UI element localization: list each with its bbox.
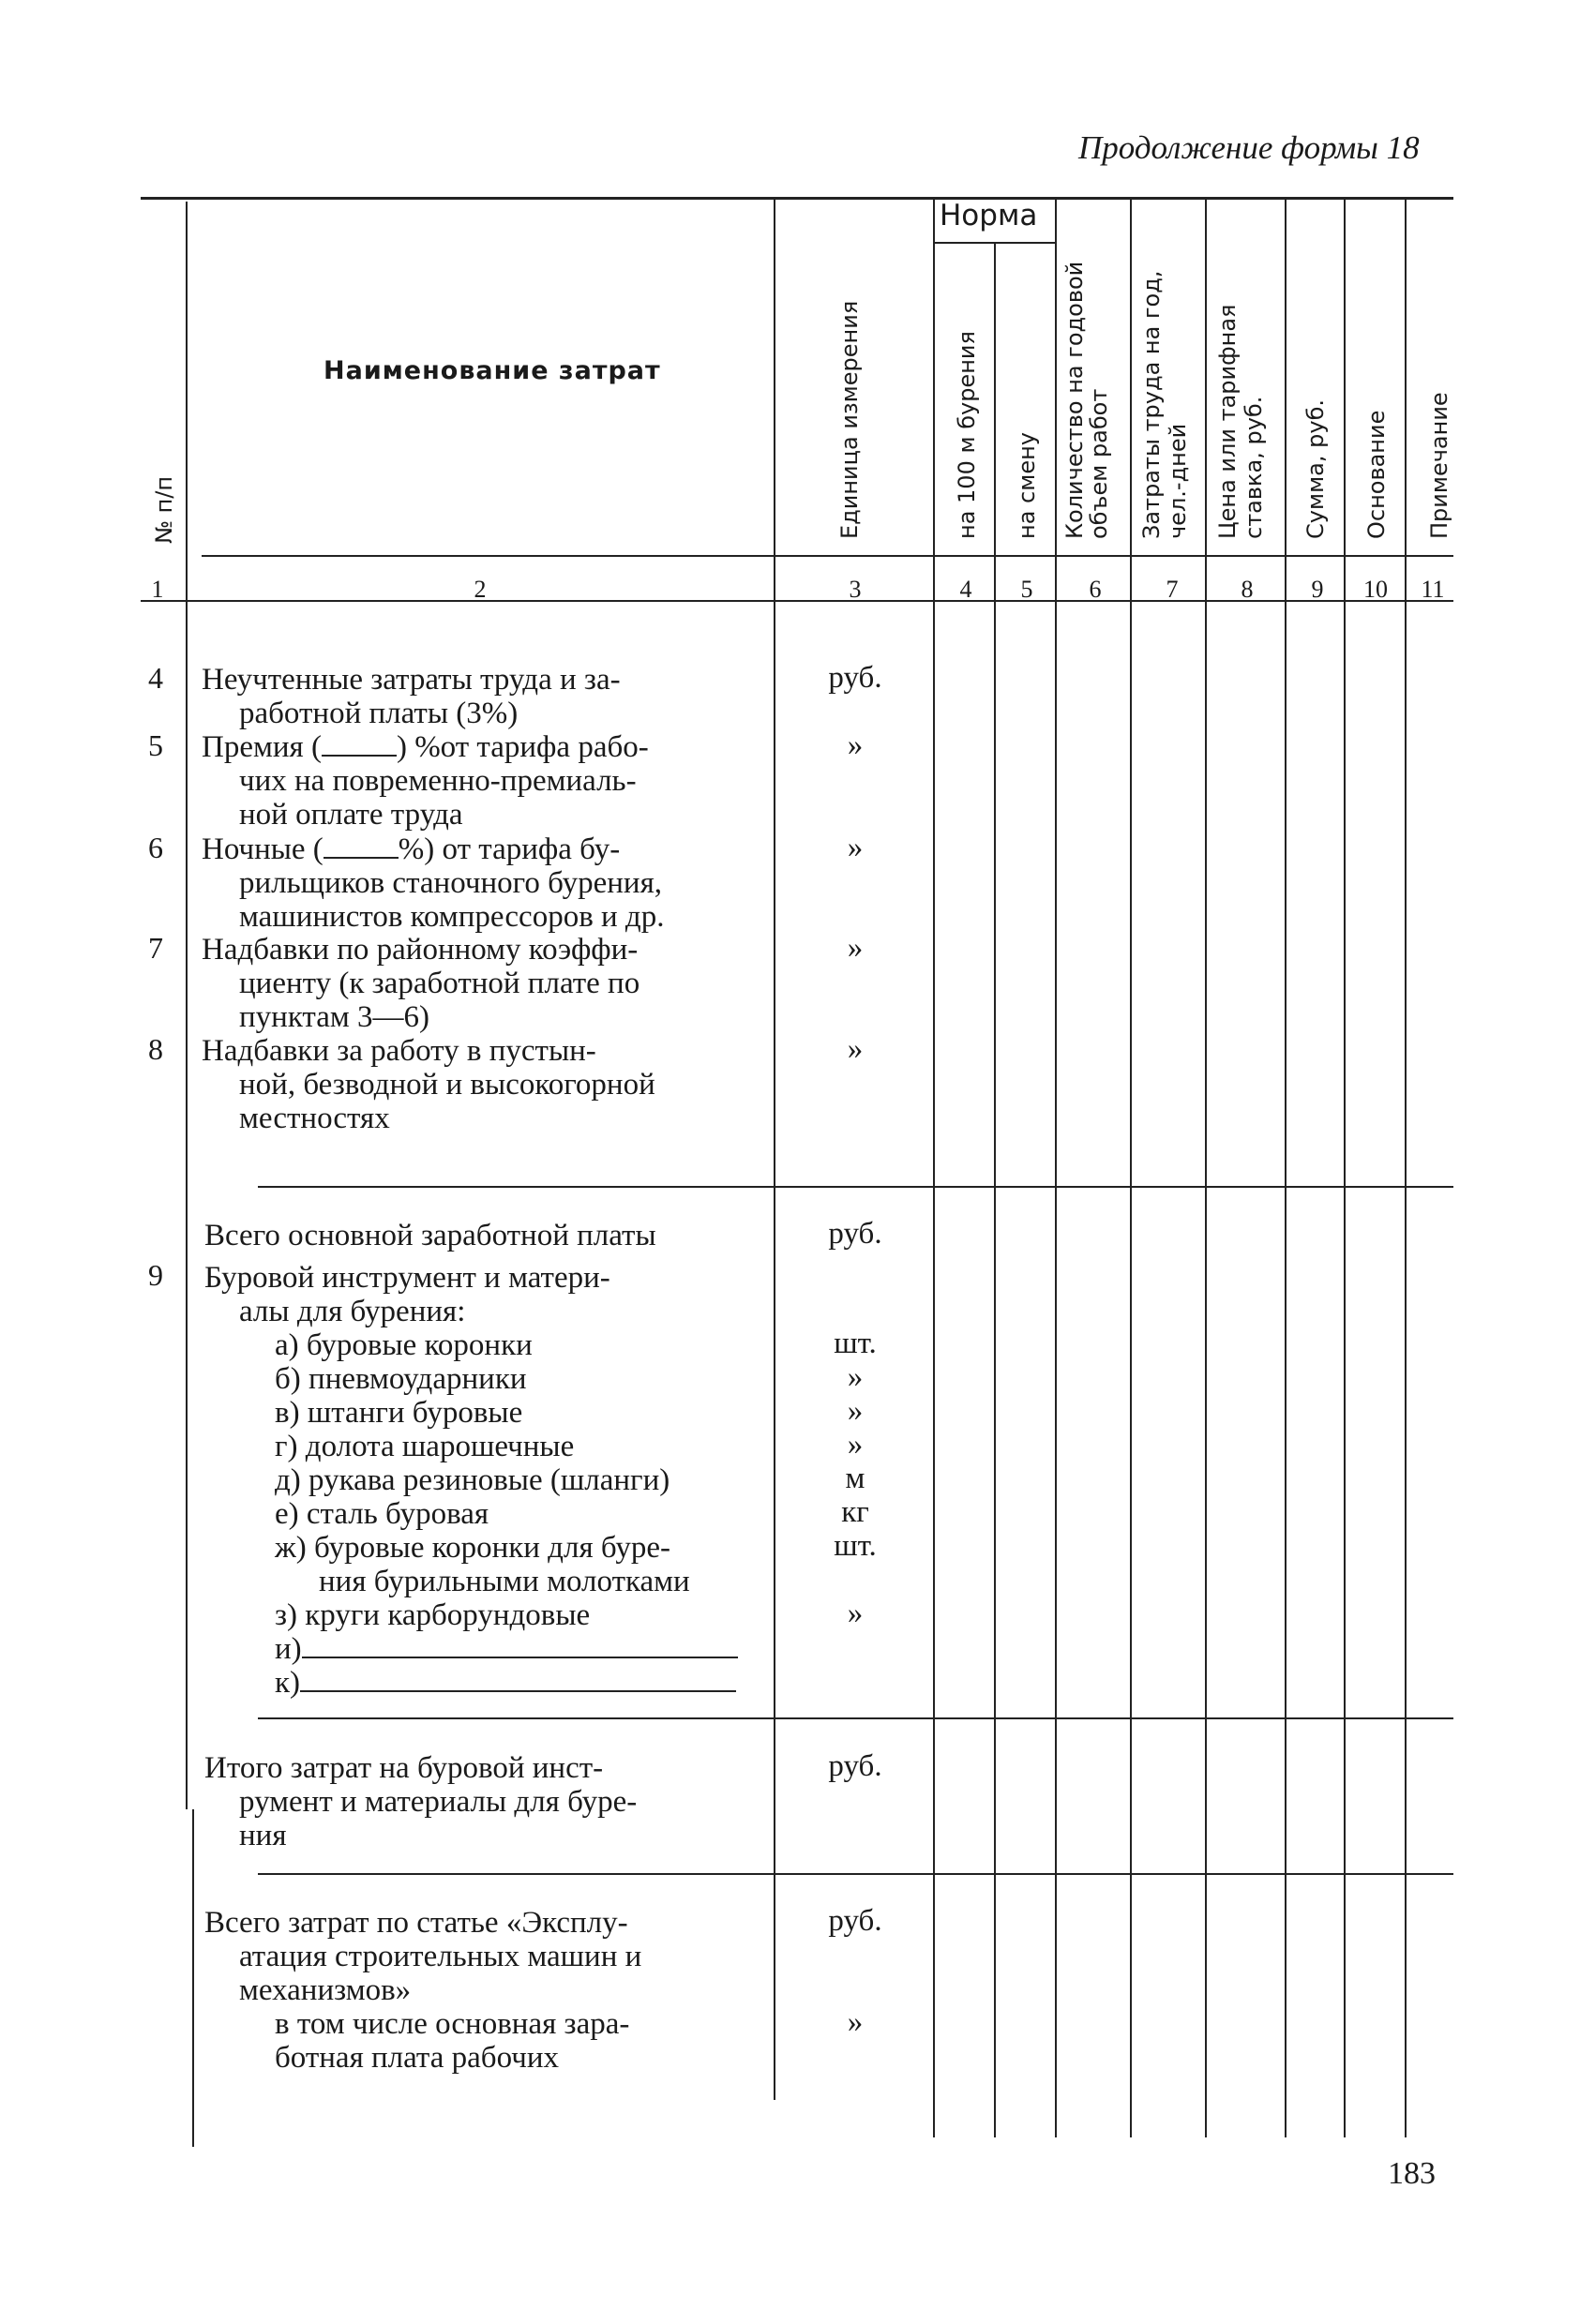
page-number: 183 — [1388, 2156, 1436, 2191]
col-divider-2 — [774, 197, 775, 2100]
colnum-3: 3 — [849, 576, 862, 603]
running-title: Продолжение формы 18 — [1078, 129, 1420, 166]
row-9k-letter: к) — [275, 1666, 301, 1700]
row-9c-label: в) штанги буровые — [275, 1396, 523, 1430]
header-price-line2: ставка, руб. — [1241, 396, 1267, 539]
row-5-number: 5 — [148, 728, 163, 762]
col-divider-1b — [192, 1809, 194, 2147]
total-wage-unit: руб. — [828, 1217, 882, 1251]
row-9a-label: а) буровые коронки — [275, 1328, 533, 1362]
header-per-shift: на смену — [1014, 432, 1040, 539]
row-9e-unit: м — [845, 1462, 865, 1495]
row-9f-unit: кг — [841, 1495, 869, 1529]
row-9g-unit: шт. — [834, 1529, 877, 1563]
row-9i-letter: и) — [275, 1632, 302, 1666]
total-tools-line1: Итого затрат на буровой инст- — [204, 1751, 604, 1785]
row-5-line1b: ) %от тарифа рабо- — [396, 730, 649, 764]
row-9d-label: г) долота шарошечные — [275, 1430, 575, 1463]
row-4-number: 4 — [148, 661, 163, 695]
row-9-number: 9 — [148, 1258, 163, 1292]
header-unit: Единица измерения — [836, 300, 863, 539]
colnum-9: 9 — [1311, 576, 1324, 603]
col-divider-7 — [1205, 197, 1207, 2137]
colnum-2: 2 — [474, 576, 487, 603]
col-divider-1 — [186, 202, 188, 1809]
col-divider-8 — [1285, 197, 1287, 2137]
row-5-line3: ной оплате труда — [239, 798, 463, 832]
row-9b-label: б) пневмоударники — [275, 1362, 527, 1396]
col-divider-6 — [1130, 197, 1132, 2137]
header-basis: Основание — [1363, 410, 1390, 539]
row-6-blank — [324, 857, 399, 859]
header-labor-line2: чел.-дней — [1165, 423, 1191, 539]
total-all-unit: руб. — [828, 1904, 882, 1938]
row-6-line3: машинистов компрессоров и др. — [239, 900, 665, 934]
header-sum: Сумма, руб. — [1302, 398, 1329, 539]
section-divider-1 — [258, 1186, 1453, 1188]
row-9i-blank — [302, 1657, 738, 1658]
row-9i-label — [275, 1632, 738, 1666]
colnum-1: 1 — [151, 576, 164, 603]
row-4-line2: работной платы (3%) — [239, 697, 519, 730]
row-6-line1 — [202, 832, 620, 866]
row-5-line1a: Премия ( — [202, 730, 322, 764]
header-bottom-border — [202, 555, 1453, 557]
row-7-line3: пунктам 3—6) — [239, 1000, 430, 1034]
row-5-line2: чих на повременно-премиаль- — [239, 764, 637, 798]
row-7-line1: Надбавки по районному коэффи- — [202, 933, 639, 967]
colnum-6: 6 — [1089, 576, 1102, 603]
table-top-border — [141, 197, 1453, 200]
header-price-line1: Цена или тарифная — [1214, 304, 1241, 539]
row-7-number: 7 — [148, 931, 163, 965]
row-5-blank — [322, 755, 397, 757]
header-quantity: Количество на годовой объем работ — [1061, 261, 1112, 539]
row-4-line1: Неучтенные затраты труда и за- — [202, 663, 621, 697]
col-divider-9 — [1344, 197, 1346, 2137]
row-9a-unit: шт. — [834, 1327, 877, 1360]
colnum-11: 11 — [1421, 576, 1445, 603]
row-9k-blank — [300, 1690, 736, 1692]
row-8-line1: Надбавки за работу в пустын- — [202, 1034, 596, 1068]
row-6-number: 6 — [148, 831, 163, 864]
row-9e-label: д) рукава резиновые (шланги) — [275, 1463, 670, 1497]
row-9g-line2: ния бурильными молотками — [319, 1565, 690, 1598]
header-name: Наименование затрат — [324, 356, 661, 385]
row-9d-unit: » — [847, 1428, 864, 1462]
header-npp: № п/п — [151, 475, 177, 544]
row-9k-label — [275, 1666, 736, 1700]
total-all-line4: в том числе основная зара- — [275, 2007, 630, 2041]
row-5-line1 — [202, 730, 649, 764]
col-divider-3 — [933, 197, 935, 2137]
row-5-unit: » — [847, 728, 864, 762]
row-9c-unit: » — [847, 1394, 864, 1428]
section-divider-3 — [258, 1873, 1453, 1875]
row-4-unit: руб. — [828, 661, 882, 695]
row-8-line3: местностях — [239, 1102, 390, 1135]
total-tools-unit: руб. — [828, 1749, 882, 1783]
row-7-unit: » — [847, 931, 864, 965]
col-divider-4 — [994, 242, 996, 2137]
row-9h-label: з) круги карборундовые — [275, 1598, 591, 1632]
total-tools-line2: румент и материалы для буре- — [239, 1785, 638, 1819]
total-tools-line3: ния — [239, 1819, 287, 1852]
row-7-line2: циенту (к заработной плате по — [239, 967, 640, 1000]
section-divider-2 — [258, 1717, 1453, 1719]
header-per-100m: на 100 м бурения — [954, 331, 980, 539]
row-9b-unit: » — [847, 1360, 864, 1394]
header-norma: Норма — [940, 199, 1038, 232]
col-divider-5 — [1055, 197, 1057, 2137]
row-9g-line1: ж) буровые коронки для буре- — [275, 1531, 671, 1565]
row-6-line1b: %) от тарифа бу- — [398, 832, 621, 866]
colnum-8: 8 — [1241, 576, 1254, 603]
row-8-number: 8 — [148, 1032, 163, 1066]
row-8-unit: » — [847, 1032, 864, 1066]
row-9-line1: Буровой инструмент и матери- — [204, 1261, 610, 1295]
row-6-unit: » — [847, 831, 864, 864]
col-divider-10 — [1405, 197, 1407, 2137]
header-note: Примечание — [1426, 392, 1452, 539]
total-all-line5: ботная плата рабочих — [275, 2041, 559, 2075]
row-9h-unit: » — [847, 1597, 864, 1630]
row-6-line1a: Ночные ( — [202, 832, 324, 866]
total-all-line2: атация строительных машин и — [239, 1940, 642, 1973]
colnum-7: 7 — [1166, 576, 1179, 603]
row-6-line2: рильщиков станочного бурения, — [239, 866, 663, 900]
total-all-line3: механизмов» — [239, 1973, 412, 2007]
row-9f-label: е) сталь буровая — [275, 1497, 489, 1531]
colnum-4: 4 — [959, 576, 972, 603]
colnum-10: 10 — [1363, 576, 1388, 603]
total-all-line1: Всего затрат по статье «Эксплу- — [204, 1906, 628, 1940]
row-8-line2: ной, безводной и высокогорной — [239, 1068, 655, 1102]
row-9-line2: алы для бурения: — [239, 1295, 466, 1328]
colnum-5: 5 — [1020, 576, 1033, 603]
total-wage-label: Всего основной заработной платы — [204, 1219, 656, 1252]
header-labor-line1: Затраты труда на год, — [1138, 270, 1165, 539]
total-all-unit2: » — [847, 2005, 864, 2039]
